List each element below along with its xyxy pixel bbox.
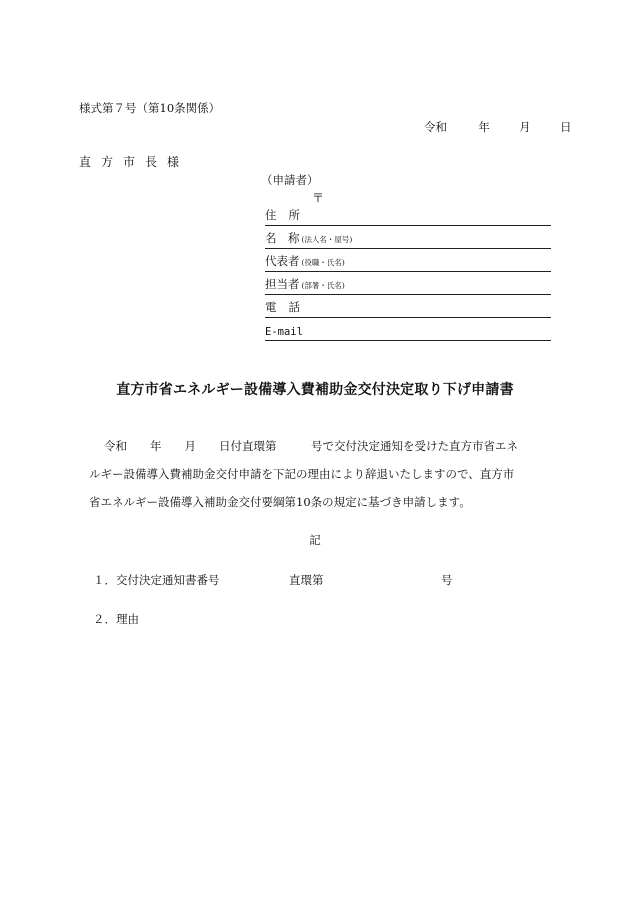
postal-mark: 〒 bbox=[312, 191, 325, 205]
name-label: 名 称 bbox=[265, 231, 300, 245]
phone-label: 電話 bbox=[265, 300, 312, 314]
date-day: 日 bbox=[559, 120, 572, 134]
date-year: 年 bbox=[478, 120, 490, 134]
item-2-label: ２．理由 bbox=[93, 612, 139, 626]
item-1-value-prefix: 直環第 bbox=[289, 573, 324, 587]
email-label: E-mail bbox=[265, 326, 303, 338]
contact-person-field[interactable] bbox=[265, 276, 551, 295]
representative-note: (役職・氏名) bbox=[301, 258, 345, 267]
address-field[interactable] bbox=[265, 207, 551, 226]
body-line-1: 令和 年 月 日付直環第 号で交付決定通知を受けた直方市省エネ bbox=[104, 439, 518, 453]
name-field[interactable] bbox=[265, 230, 551, 249]
email-field[interactable] bbox=[265, 322, 551, 341]
applicant-label: （申請者） bbox=[261, 173, 319, 187]
form-number: 様式第７号（第10条関係） bbox=[79, 101, 221, 115]
date-month: 月 bbox=[519, 120, 531, 134]
representative-field[interactable] bbox=[265, 253, 551, 272]
body-paragraph bbox=[89, 432, 555, 516]
item-1-label: １．交付決定通知書番号 bbox=[93, 573, 220, 587]
name-label-group bbox=[265, 230, 352, 246]
date-line bbox=[424, 119, 571, 135]
address-label: 住所 bbox=[265, 208, 312, 222]
document-title: 直方市省エネルギー設備導入費補助金交付決定取り下げ申請書 bbox=[116, 382, 514, 398]
representative-label-group bbox=[265, 253, 345, 269]
item-1-value-suffix: 号 bbox=[441, 573, 453, 587]
contact-person-label: 担当者 bbox=[265, 277, 300, 291]
addressee: 直方市長様 bbox=[79, 155, 190, 169]
contact-person-label-group bbox=[265, 276, 345, 292]
ki-heading: 記 bbox=[309, 533, 321, 547]
date-era: 令和 bbox=[424, 120, 447, 134]
body-line-3: 省エネルギー設備導入補助金交付要綱第10条の規定に基づき申請します。 bbox=[89, 495, 471, 509]
representative-label: 代表者 bbox=[265, 254, 300, 268]
contact-person-note: (部署・氏名) bbox=[301, 281, 345, 290]
name-note: (法人名・屋号) bbox=[301, 235, 353, 244]
body-line-2: ルギー設備導入費補助金交付申請を下記の理由により辞退いたしますので、直方市 bbox=[89, 467, 515, 481]
phone-field[interactable] bbox=[265, 299, 551, 318]
